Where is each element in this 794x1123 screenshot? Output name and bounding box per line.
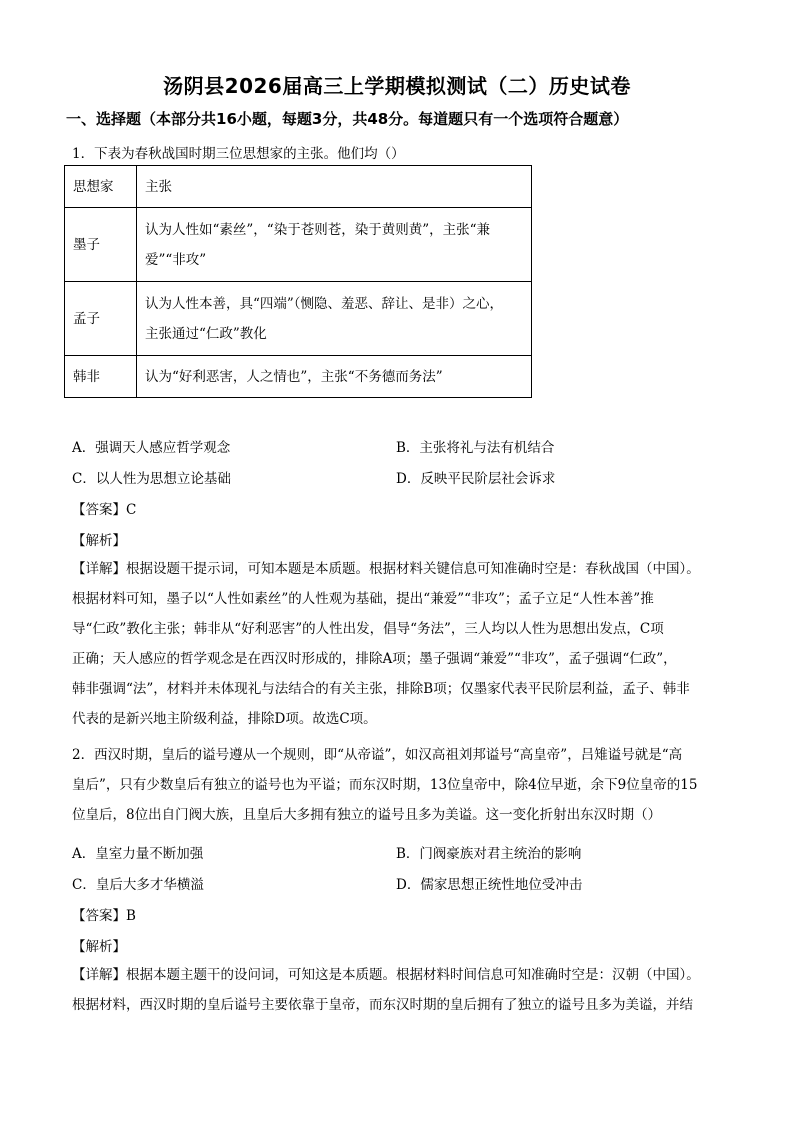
- detail-line: 韩非强调“法”，材料并未体现礼与法结合的有关主张，排除B项；仅墨家代表平民阶层利益，孟子、韩非: [72, 681, 690, 697]
- table-header-row: [65, 166, 532, 208]
- stem-line: 皇后”，只有少数皇后有独立的谥号也为平谥；而东汉时期，13位皇帝中，除4位早逝，余下9位皇帝的15: [72, 777, 698, 793]
- detail-line: 【详解】根据本题主题干的设问词，可知这是本质题。根据材料时间信息可知准确时空是：汉朝（中国）。: [72, 967, 700, 983]
- q2-option-d: D．儒家思想正统性地位受冲击: [396, 877, 583, 893]
- detail-line: 根据材料可知，墨子以“人性如素丝”的人性观为基础，提出“兼爱”“非攻”；孟子立足“人性本善”推: [72, 591, 654, 607]
- q2-option-a: A．皇室力量不断加强: [72, 846, 204, 862]
- table-header-cell: 主张: [137, 166, 532, 208]
- table-cell-line: 主张通过“仁政”教化: [145, 325, 267, 342]
- q2-detail: [72, 960, 728, 1020]
- q1-analysis-label: 【解析】: [72, 533, 126, 549]
- stem-line: 位皇后，8位出自门阀大族，且皇后大多拥有独立的谥号且多为美谥。这一变化折射出东汉时期（）: [72, 807, 662, 823]
- detail-line: 代表的是新兴地主阶级利益，排除D项。故选C项。: [72, 711, 377, 727]
- q1-option-b: B．主张将礼与法有机结合: [396, 440, 555, 456]
- detail-line: 导“仁政”教化主张；韩非从“好利恶害”的人性出发，倡导“务法”，三人均以人性为思想出发点，C项: [72, 621, 664, 637]
- q1-answer: 【答案】C: [72, 502, 137, 518]
- detail-line: 【详解】根据设题干提示词，可知本题是本质题。根据材料关键信息可知准确时空是：春秋战国（中国）。: [72, 561, 700, 577]
- table-row: [65, 356, 532, 398]
- stem-line: 2．西汉时期，皇后的谥号遵从一个规则，即“从帝谥”，如汉高祖刘邦谥号“高皇帝”，吕雉谥号就是“高: [72, 747, 683, 763]
- section-heading: 一、选择题（本部分共16小题，每题3分，共48分。每道题只有一个选项符合题意）: [66, 110, 629, 128]
- detail-line: 正确；天人感应的哲学观念是在西汉时形成的，排除A项；墨子强调“兼爱”“非攻”，孟子强调“仁政”，: [72, 651, 677, 667]
- detail-line: 根据材料，西汉时期的皇后谥号主要依靠于皇帝，而东汉时期的皇后拥有了独立的谥号且多为美谥，并结: [72, 997, 693, 1013]
- q1-detail: [72, 554, 728, 734]
- q2-analysis-label: 【解析】: [72, 939, 126, 955]
- table-cell-name: 韩非: [65, 356, 137, 398]
- table-cell-view: [137, 282, 532, 356]
- table-cell-line: 认为人性本善，具“四端”（恻隐、羞恶、辞让、是非）之心，: [145, 295, 504, 312]
- q1-option-c: C．以人性为思想立论基础: [72, 471, 231, 487]
- q2-answer: 【答案】B: [72, 908, 136, 924]
- exam-title: 汤阴县2026届高三上学期模拟测试（二）历史试卷: [163, 74, 631, 98]
- table-header-cell: 思想家: [65, 166, 137, 208]
- q1-stem: 1．下表为春秋战国时期三位思想家的主张。他们均（）: [72, 146, 405, 162]
- table-cell-name: 墨子: [65, 208, 137, 282]
- table-cell-view: 认为“好利恶害，人之情也”，主张“不务德而务法”: [137, 356, 532, 398]
- table-cell-line: 认为人性如“素丝”，“染于苍则苍，染于黄则黄”，主张“兼: [145, 221, 491, 238]
- table-cell-line: 爱”“非攻”: [145, 251, 207, 268]
- table-cell-name: 孟子: [65, 282, 137, 356]
- q1-option-d: D．反映平民阶层社会诉求: [396, 471, 556, 487]
- table-cell-view: [137, 208, 532, 282]
- q2-option-b: B．门阀豪族对君主统治的影响: [396, 846, 582, 862]
- table-row: [65, 282, 532, 356]
- q2-option-c: C．皇后大多才华横溢: [72, 877, 204, 893]
- q1-option-a: A．强调天人感应哲学观念: [72, 440, 231, 456]
- q2-stem: [72, 740, 728, 830]
- q1-table: [64, 165, 532, 398]
- table-row: [65, 208, 532, 282]
